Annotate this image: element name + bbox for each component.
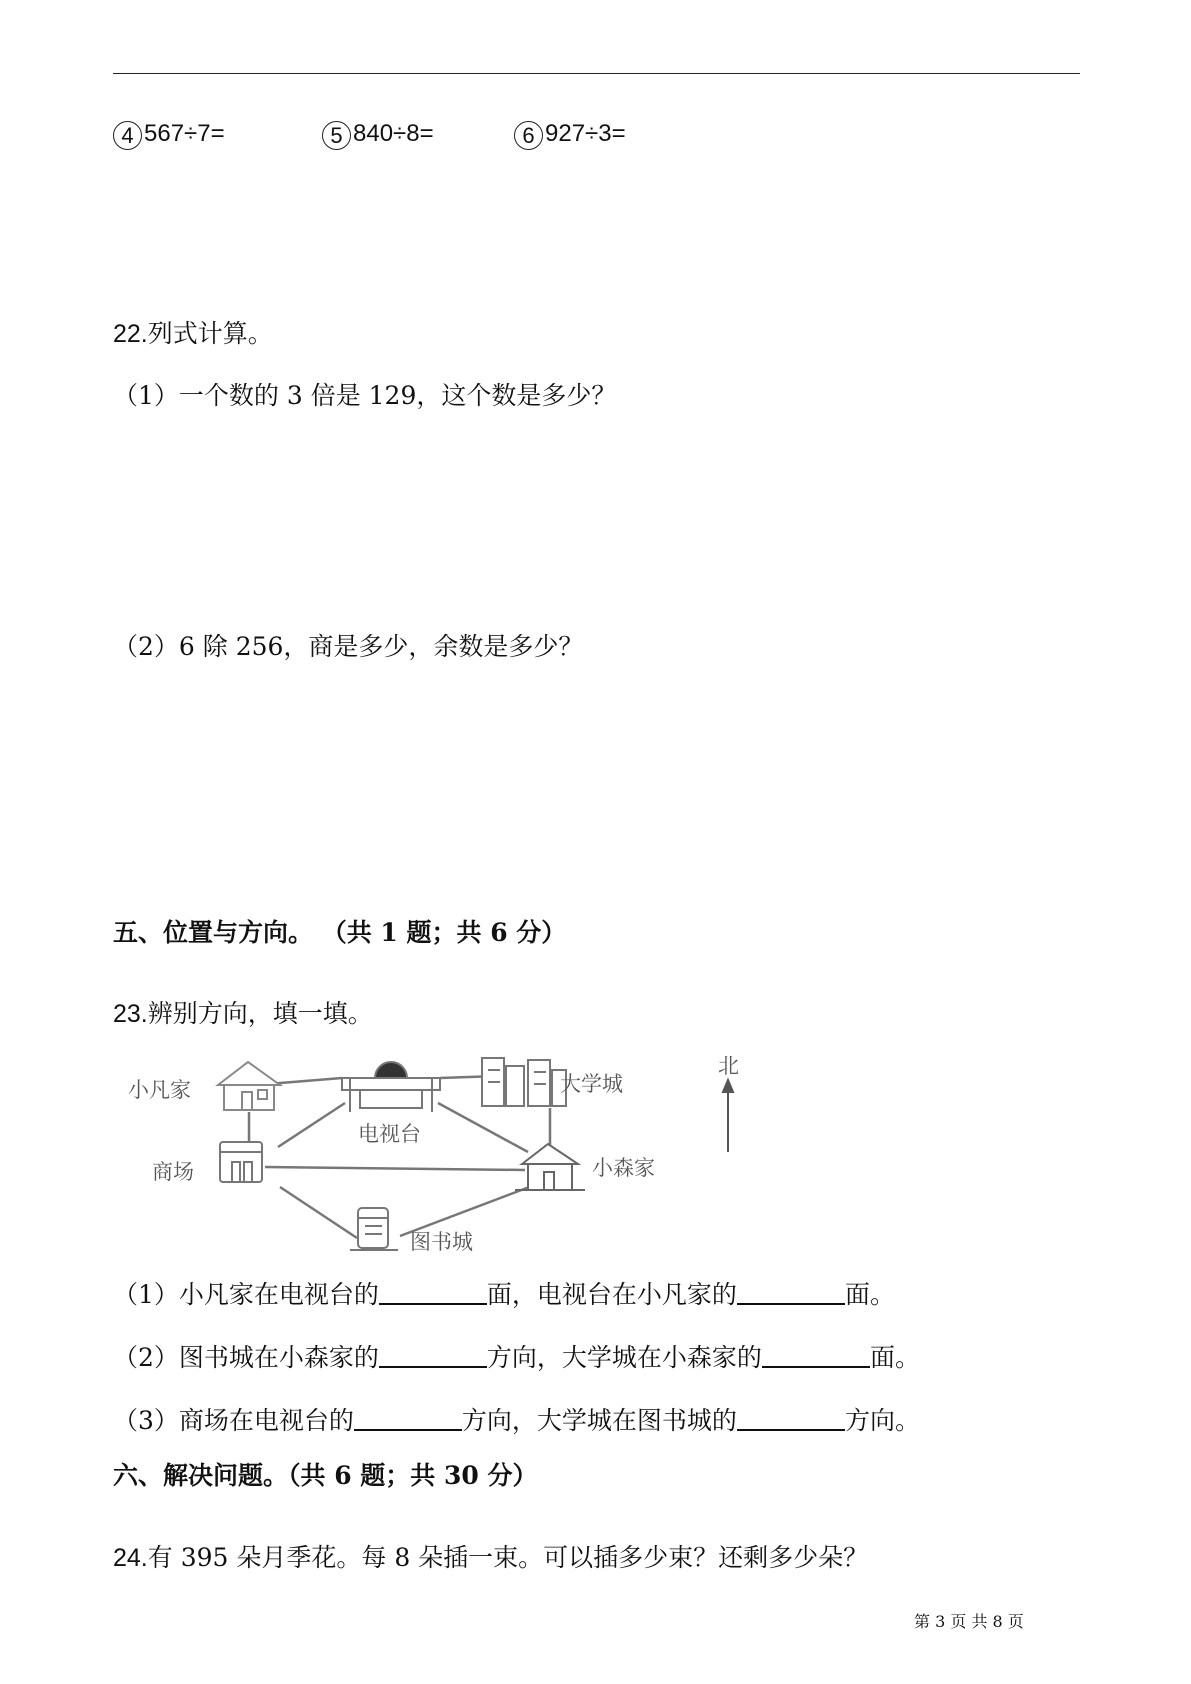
question-23-item-3: （3）商场在电视台的 方向，大学城在图书城的 方向。 bbox=[113, 1401, 920, 1436]
path-xiaofan-tv bbox=[268, 1078, 342, 1084]
question-22-part-2: （2）6 除 256，商是多少，余数是多少？ bbox=[113, 632, 584, 661]
section-6-heading: 六、解决问题。（共 6 题；共 30 分） bbox=[113, 1461, 538, 1490]
question-23-item-1: （1）小凡家在电视台的 面，电视台在小凡家的 面。 bbox=[113, 1275, 895, 1310]
path-tv-xiaosen bbox=[438, 1103, 528, 1152]
answer-blank[interactable] bbox=[379, 1275, 487, 1305]
label-university-city: 大学城 bbox=[560, 1072, 623, 1096]
tv-station-icon bbox=[342, 1062, 440, 1112]
house-icon bbox=[218, 1062, 280, 1110]
circled-number: 6 bbox=[514, 121, 543, 150]
label-mall: 商场 bbox=[152, 1160, 194, 1184]
calc-item-6 bbox=[514, 119, 626, 150]
section-5-heading: 五、位置与方向。 （共 1 题；共 6 分） bbox=[113, 918, 567, 947]
calc-expression: 840÷8= bbox=[353, 120, 434, 147]
label-xiaofan-home: 小凡家 bbox=[128, 1078, 191, 1102]
calc-expression: 927÷3= bbox=[545, 120, 626, 147]
north-arrow-icon bbox=[723, 1080, 733, 1152]
label-book-city: 图书城 bbox=[410, 1230, 473, 1254]
building-icon bbox=[482, 1058, 566, 1106]
question-22-part-1: （1）一个数的 3 倍是 129，这个数是多少？ bbox=[113, 381, 617, 410]
direction-map bbox=[120, 1040, 840, 1270]
path-mall-tv bbox=[278, 1103, 345, 1147]
path-bookcity-xiaosen bbox=[400, 1186, 532, 1236]
answer-blank[interactable] bbox=[737, 1401, 845, 1431]
header-rule bbox=[113, 73, 1080, 74]
answer-blank[interactable] bbox=[762, 1338, 870, 1368]
calc-item-4 bbox=[113, 119, 225, 150]
path-mall-bookcity bbox=[280, 1187, 357, 1238]
answer-blank[interactable] bbox=[737, 1275, 845, 1305]
circled-number: 5 bbox=[322, 121, 351, 150]
path-mall-xiaosen bbox=[265, 1167, 525, 1170]
north-label: 北 bbox=[718, 1054, 739, 1078]
question-22-title: 22.列式计算。 bbox=[113, 319, 273, 348]
calc-expression: 567÷7= bbox=[144, 120, 225, 147]
answer-blank[interactable] bbox=[354, 1401, 462, 1431]
book-city-icon bbox=[350, 1208, 398, 1250]
answer-blank[interactable] bbox=[379, 1338, 487, 1368]
label-xiaosen-home: 小森家 bbox=[592, 1156, 655, 1180]
mall-icon bbox=[220, 1142, 262, 1182]
label-tv-station: 电视台 bbox=[358, 1122, 421, 1146]
question-24: 24.有 395 朵月季花。每 8 朵插一束。可以插多少束？还剩多少朵？ bbox=[113, 1543, 869, 1572]
question-23-item-2: （2）图书城在小森家的 方向，大学城在小森家的 面。 bbox=[113, 1338, 920, 1373]
question-23-title: 23.辨别方向，填一填。 bbox=[113, 999, 373, 1028]
calc-item-5 bbox=[322, 119, 434, 150]
page-footer: 第 3 页 共 8 页 bbox=[914, 1612, 1024, 1631]
circled-number: 4 bbox=[113, 121, 142, 150]
